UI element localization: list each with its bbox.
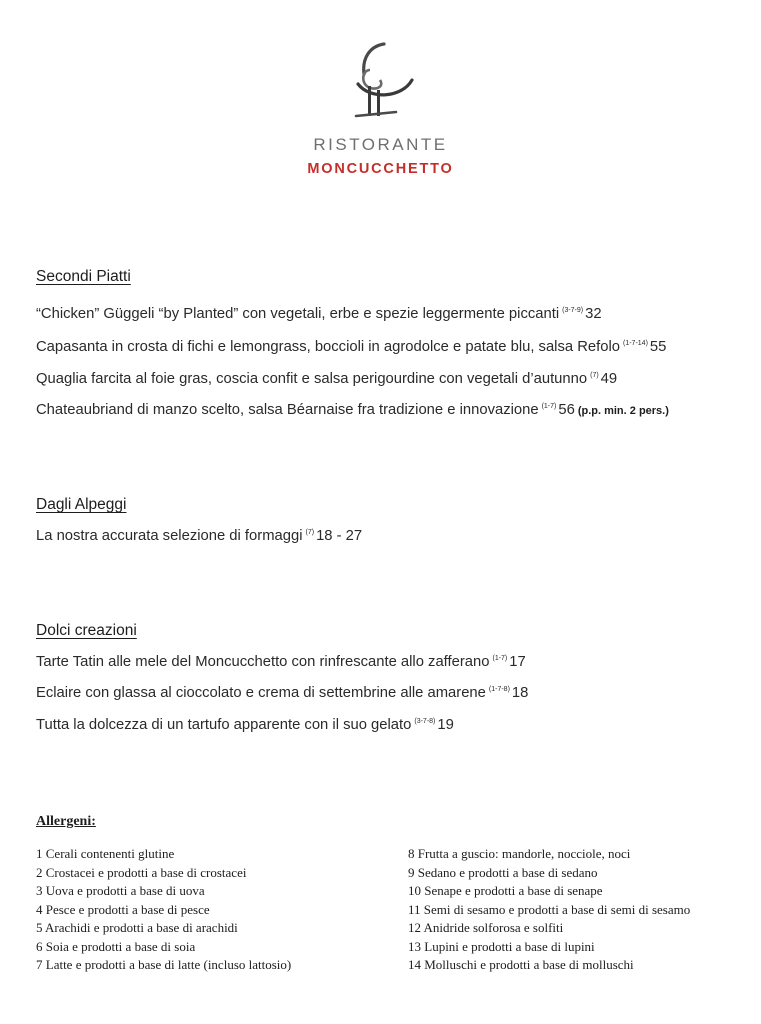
brand-subtitle: RISTORANTE bbox=[313, 135, 448, 154]
menu-item bbox=[36, 528, 362, 544]
allergen-codes: (1-7) bbox=[492, 655, 508, 662]
dish-price: 32 bbox=[585, 306, 602, 322]
dish-price: 18 - 27 bbox=[316, 528, 363, 544]
allergen-item: 13 Lupini e prodotti a base di lupini bbox=[408, 938, 595, 954]
allergens-list-left bbox=[36, 845, 291, 975]
menu-item bbox=[36, 306, 602, 322]
dish-name: Tarte Tatin alle mele del Moncucchetto con rinfrescante allo zafferano bbox=[36, 654, 490, 670]
allergen-item: 14 Molluschi e prodotti a base di molluschi bbox=[408, 957, 634, 972]
allergen-item: 2 Crostacei e prodotti a base di crostacei bbox=[36, 864, 247, 880]
dish-price: 55 bbox=[649, 339, 667, 355]
section-title-alpeggi: Dagli Alpeggi bbox=[36, 496, 127, 513]
dish-name: Eclaire con glassa al cioccolato e crema di settembrine alle amarene bbox=[36, 685, 486, 701]
menu-item bbox=[36, 654, 526, 670]
allergen-item: 12 Anidride solforosa e solfiti bbox=[408, 920, 564, 935]
dish-name: Tutta la dolcezza di un tartufo apparente con il suo gelato bbox=[36, 717, 412, 733]
allergen-codes: (1-7-14) bbox=[623, 340, 648, 347]
dish-name: “Chicken” Güggeli “by Planted” con vegetali, erbe e spezie leggermente piccanti bbox=[36, 306, 560, 322]
allergen-codes: (7) bbox=[305, 529, 315, 536]
allergen-item: 5 Arachidi e prodotti a base di arachidi bbox=[36, 920, 238, 935]
allergens-title: Allergeni: bbox=[36, 814, 96, 829]
menu-item bbox=[36, 339, 666, 355]
allergen-codes: (1-7) bbox=[541, 403, 557, 410]
restaurant-logo-icon bbox=[340, 40, 420, 122]
dish-price: 18 bbox=[511, 685, 529, 701]
dish-name: La nostra accurata selezione di formaggi bbox=[36, 528, 303, 544]
dish-price: 49 bbox=[600, 371, 618, 387]
dish-price: 19 bbox=[437, 717, 454, 733]
dish-name: Quaglia farcita al foie gras, coscia confit e salsa perigourdine con vegetali d’autunno bbox=[36, 371, 588, 387]
allergen-codes: (7) bbox=[590, 372, 599, 379]
allergen-item: 3 Uova e prodotti a base di uova bbox=[36, 883, 205, 898]
allergen-item: 7 Latte e prodotti a base di latte (incluso lattosio) bbox=[36, 957, 292, 972]
menu-item bbox=[36, 402, 669, 418]
allergen-item: 4 Pesce e prodotti a base di pesce bbox=[36, 901, 210, 917]
allergen-codes: (3-7-8) bbox=[414, 718, 436, 725]
menu-item bbox=[36, 371, 617, 387]
section-title-dolci: Dolci creazioni bbox=[36, 622, 137, 639]
allergen-item: 11 Semi di sesamo e prodotti a base di semi di sesamo bbox=[408, 901, 691, 917]
dish-name: Chateaubriand di manzo scelto, salsa Béarnaise fra tradizione e innovazione bbox=[36, 402, 539, 418]
dish-note: (p.p. min. 2 pers.) bbox=[577, 405, 669, 417]
menu-item bbox=[36, 685, 528, 701]
allergen-codes: (3-7-9) bbox=[562, 307, 584, 314]
allergen-item: 6 Soia e prodotti a base di soia bbox=[36, 938, 196, 954]
menu-item bbox=[36, 717, 454, 733]
allergen-codes: (1-7-8) bbox=[488, 686, 510, 693]
brand-name: MONCUCCHETTO bbox=[307, 161, 454, 177]
dish-price: 56 bbox=[558, 402, 575, 418]
section-title-secondi: Secondi Piatti bbox=[36, 268, 131, 285]
dish-price: 17 bbox=[509, 654, 526, 670]
allergen-item: 9 Sedano e prodotti a base di sedano bbox=[408, 864, 598, 880]
allergen-item: 8 Frutta a guscio: mandorle, nocciole, noci bbox=[408, 846, 631, 861]
allergen-item: 10 Senape e prodotti a base di senape bbox=[408, 883, 603, 898]
allergen-item: 1 Cerali contenenti glutine bbox=[36, 846, 175, 861]
dish-name: Capasanta in crosta di fichi e lemongrass, boccioli in agrodolce e patate blu, salsa Refolo bbox=[36, 339, 620, 355]
allergens-list-right bbox=[408, 845, 690, 975]
